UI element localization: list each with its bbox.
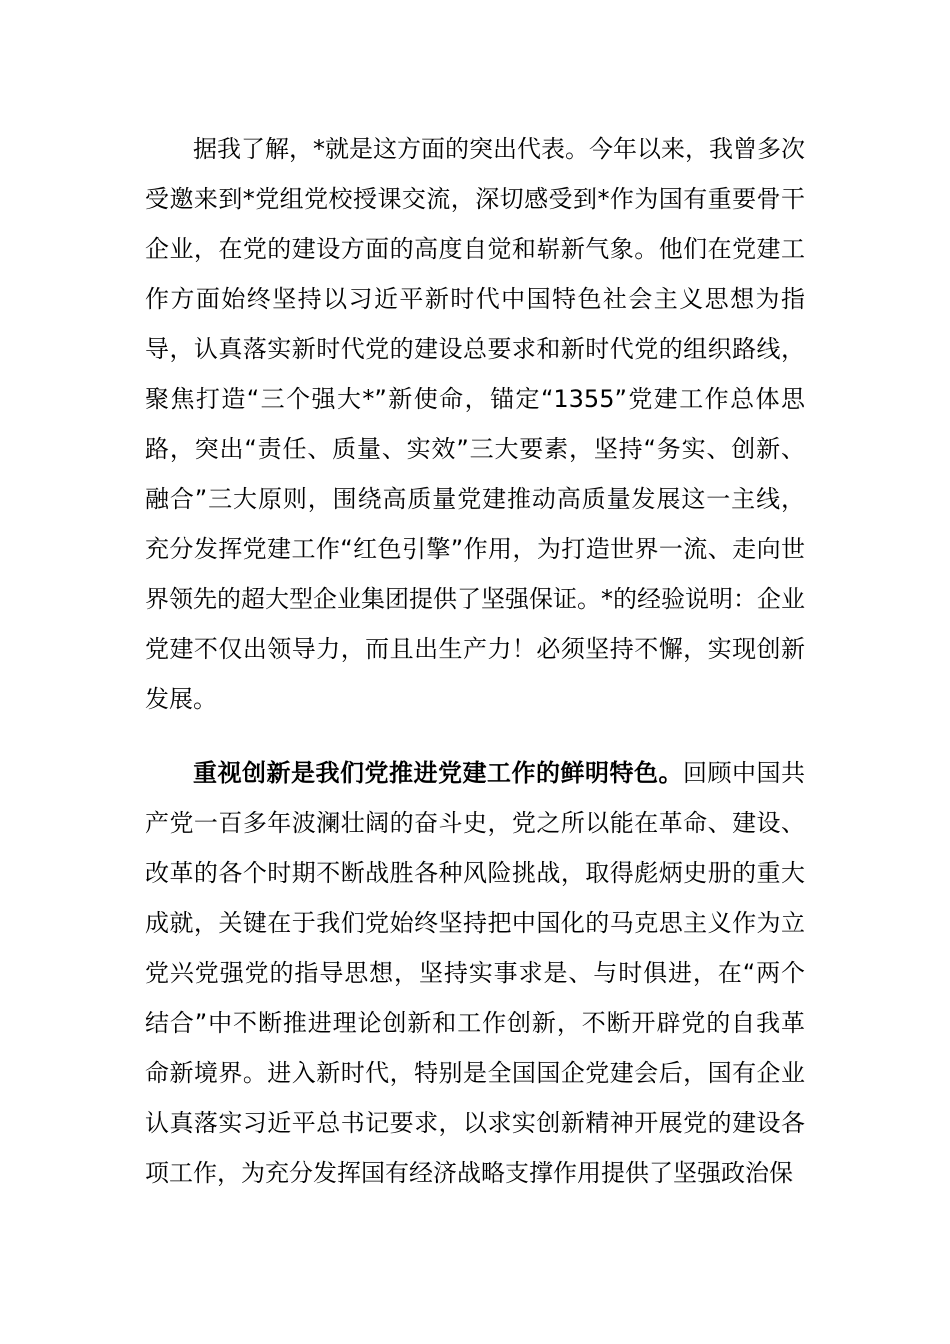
paragraph-2-text: 回顾中国共产党一百多年波澜壮阔的奋斗史，党之所以能在革命、建设、改革的各个时期不断战胜各种风险挑战，取得彪炳史册的重大成就，关键在于我们党始终坚持把中国化的马克思主义作为立党兴党强党的指导思想，坚持实事求是、与时俱进，在“两个结合”中不断推进理论创新和工作创新，不断开辟党的自我革命新境界。进入新时代，特别是全国国企党建会后，国有企业认真落实习近平总书记要求，以求实创新精神开展党的建设各项工作，为充分发挥国有经济战略支撑作用提供了坚强政治保 xyxy=(145,759,805,1187)
paragraph-1-text: 据我了解，*就是这方面的突出代表。今年以来，我曾多次受邀来到*党组党校授课交流，深切感受到*作为国有重要骨干企业，在党的建设方面的高度自觉和崭新气象。他们在党建工作方面始终坚持以习近平新时代中国特色社会主义思想为指导，认真落实新时代党的建设总要求和新时代党的组织路线，聚焦打造“三个强大*”新使命，锚定“1355”党建工作总体思路，突出“责任、质量、实效”三大要素，坚持“务实、创新、融合”三大原则，围绕高质量党建推动高质量发展这一主线，充分发挥党建工作“红色引擎”作用，为打造世界一流、走向世界领先的超大型企业集团提供了坚强保证。*的经验说明：企业党建不仅出领导力，而且出生产力！必须坚持不懈，实现创新发展。 xyxy=(145,135,805,713)
paragraph-1 xyxy=(145,124,805,724)
paragraph-2-lead: 重视创新是我们党推进党建工作的鲜明特色。 xyxy=(193,759,683,787)
paragraph-2 xyxy=(145,748,805,1198)
document-body xyxy=(145,124,805,1198)
